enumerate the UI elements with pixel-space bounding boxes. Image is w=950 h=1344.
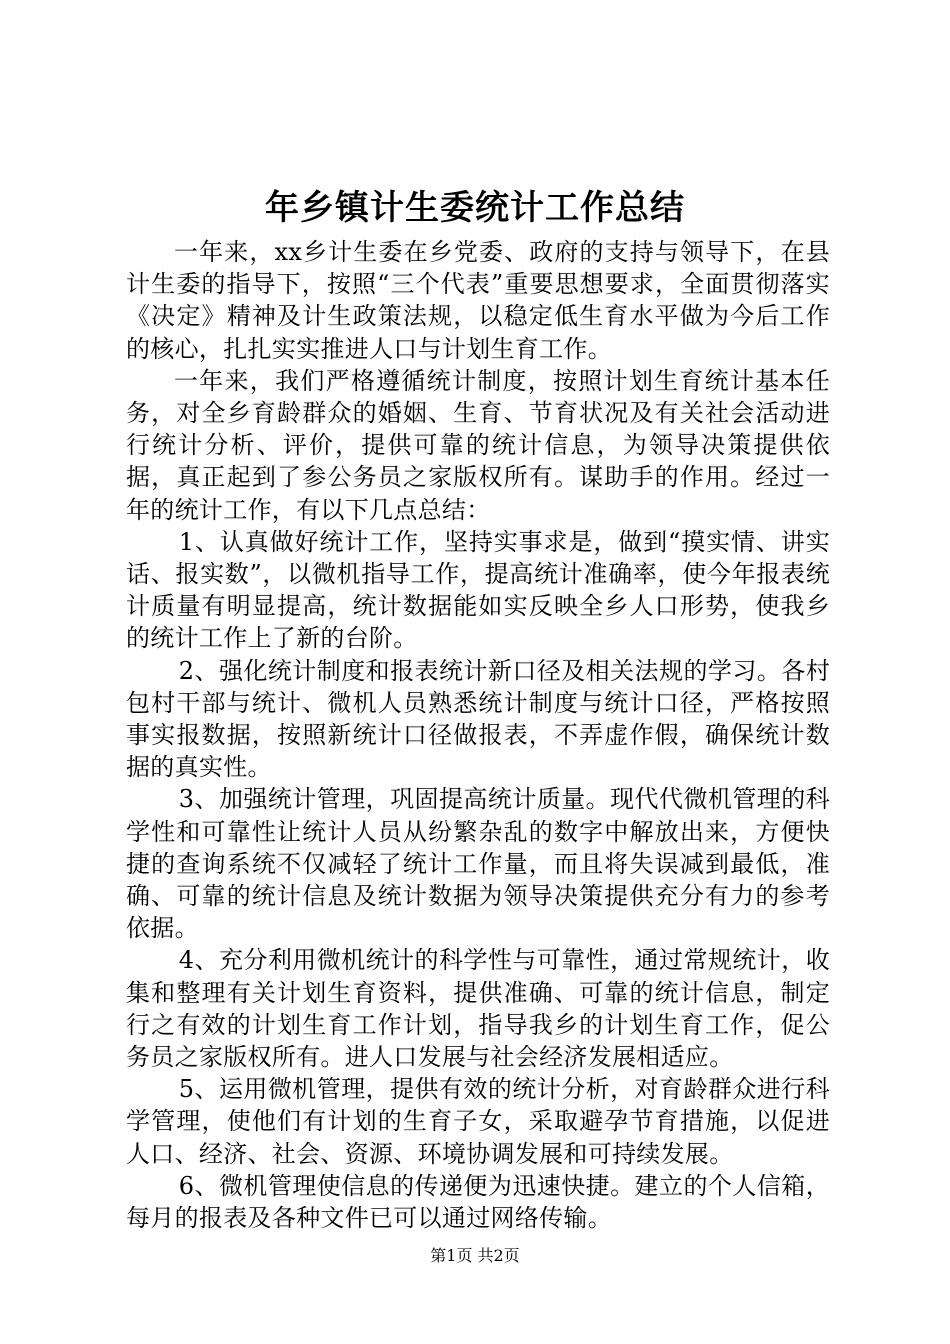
paragraph-item-5: 5、运用微机管理，提供有效的统计分析，对育龄群众进行科学管理，使他们有计划的生育子女，采取避孕节育措施，以促进人口、经济、社会、资源、环境协调发展和可持续发展。 — [126, 1075, 830, 1168]
paragraph-item-6: 6、微机管理使信息的传递便为迅速快捷。建立的个人信箱，每月的报表及各种文件已可以通过网络传输。 — [126, 1171, 830, 1233]
paragraph-item-3: 3、加强统计管理，巩固提高统计质量。现代代微机管理的科学性和可靠性让统计人员从纷繁杂乱的数字中解放出来，方便快捷的查询系统不仅减轻了统计工作量，而且将失误减到最低，准确、可靠的统计信息及统计数据为领导决策提供充分有力的参考依据。 — [126, 785, 830, 943]
paragraph-intro: 一年来，xx乡计生委在乡党委、政府的支持与领导下，在县计生委的指导下，按照“三个代表”重要思想要求，全面贯彻落实《决定》精神及计生政策法规，以稳定低生育水平做为今后工作的核心，扎扎实实推进人口与计划生育工作。 — [126, 238, 830, 363]
paragraph-item-4: 4、充分利用微机统计的科学性与可靠性，通过常规统计，收集和整理有关计划生育资料，提供准确、可靠的统计信息，制定行之有效的计划生育工作计划，指导我乡的计划生育工作，促公务员之家版权所有。进人口发展与社会经济发展相适应。 — [126, 946, 830, 1072]
page-footer: 第1页 共2页 — [430, 1246, 520, 1265]
document-body — [126, 236, 830, 1234]
paragraph-item-1: 1、认真做好统计工作，坚持实事求是，做到“摸实情、讲实话、报实数”，以微机指导工作，提高统计准确率，使今年报表统计质量有明显提高，统计数据能如实反映全乡人口形势，使我乡的统计工作上了新的台阶。 — [126, 527, 830, 653]
document-title: 年乡镇计生委统计工作总结 — [265, 188, 685, 228]
paragraph-overview: 一年来，我们严格遵循统计制度，按照计划生育统计基本任务，对全乡育龄群众的婚姻、生育、节育状况及有关社会活动进行统计分析、评价，提供可靠的统计信息，为领导决策提供依据，真正起到了参公务员之家版权所有。谋助手的作用。经过一年的统计工作，有以下几点总结： — [126, 366, 830, 524]
paragraph-item-2: 2、强化统计制度和报表统计新口径及相关法规的学习。各村包村干部与统计、微机人员熟悉统计制度与统计口径，严格按照事实报数据，按照新统计口径做报表，不弄虚作假，确保统计数据的真实性。 — [126, 656, 830, 782]
